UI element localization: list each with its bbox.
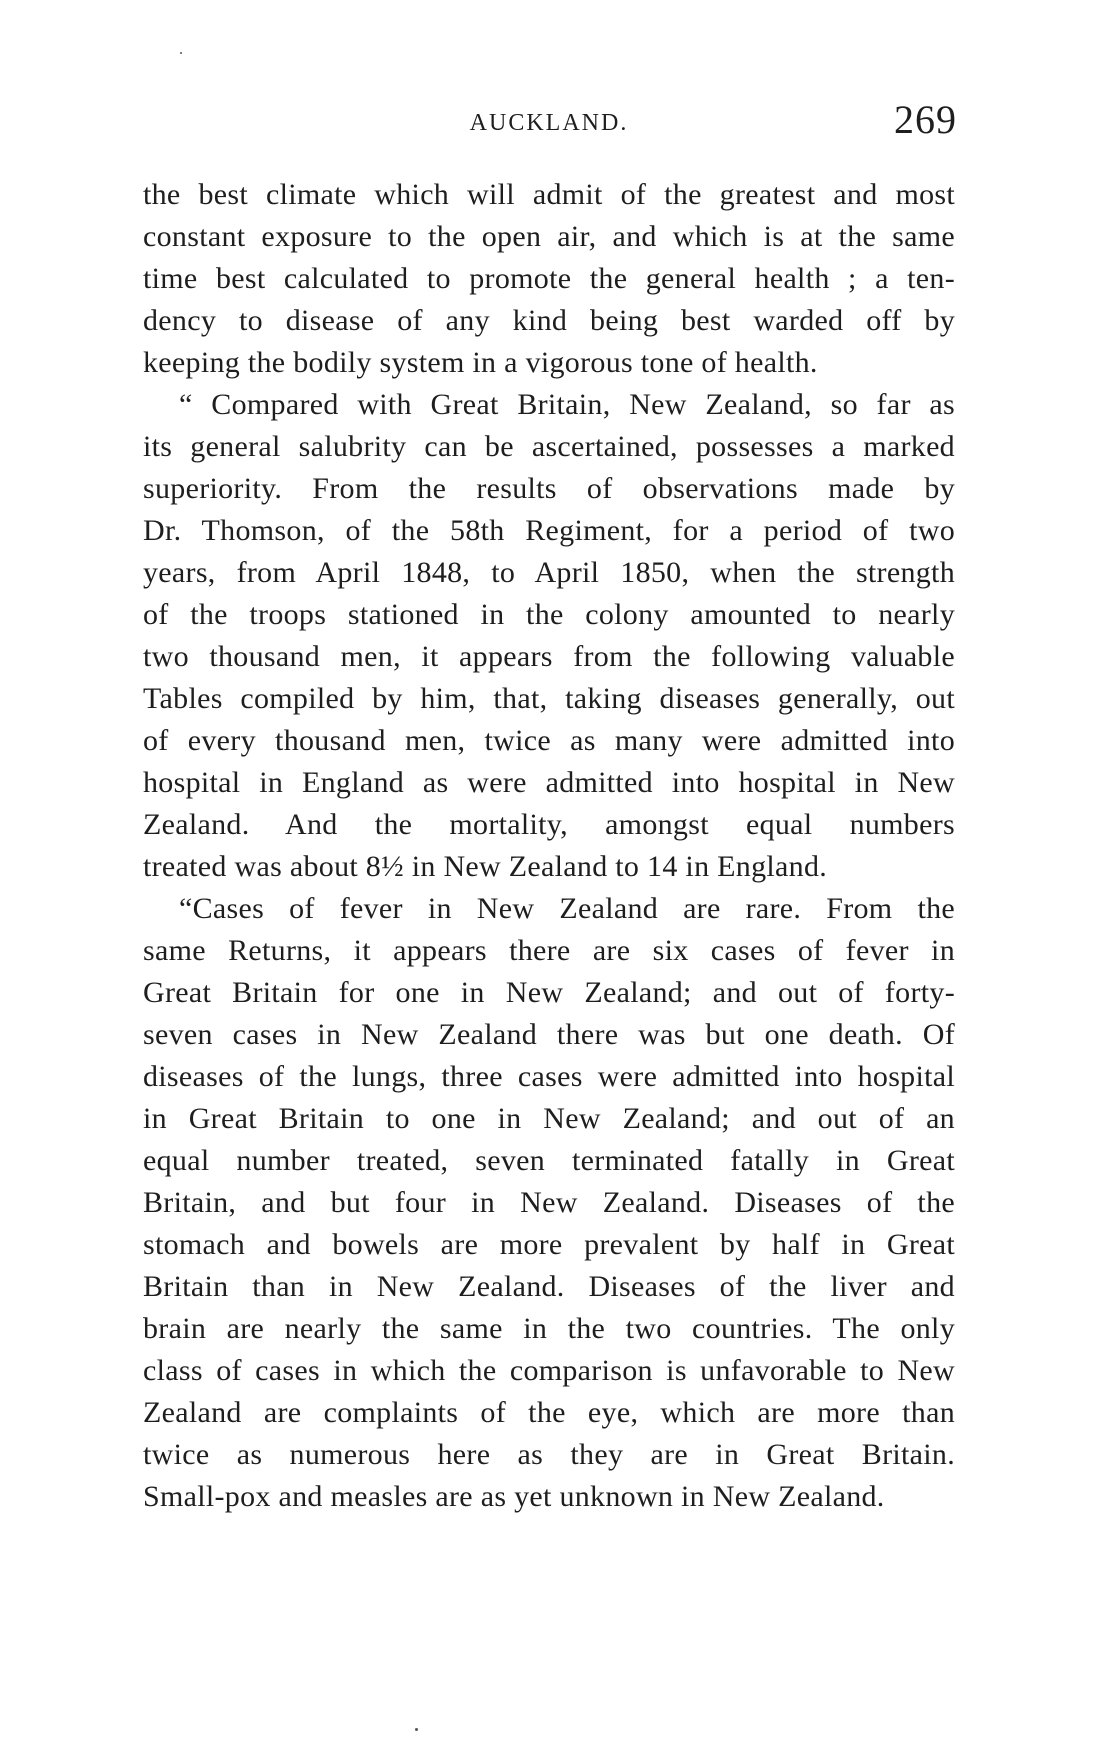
body-text [143,174,955,1518]
text-line: keeping the bodily system in a vigorous tone of health. [143,346,818,379]
text-line: Britain, and but four in New Zealand. Diseases of the [143,1186,955,1219]
paragraph-1 [143,174,955,384]
text-line: Dr. Thomson, of the 58th Regiment, for a period of two [143,514,955,547]
text-line: time best calculated to promote the general health ; a ten- [143,262,955,295]
page-number: 269 [894,97,957,142]
text-line: seven cases in New Zealand there was but one death. Of [143,1018,955,1051]
text-line: Britain than in New Zealand. Diseases of the liver and [143,1270,955,1303]
text-line: brain are nearly the same in the two countries. The only [143,1312,955,1345]
text-line: Tables compiled by him, that, taking diseases generally, out [143,682,955,715]
paragraph-2 [143,384,955,888]
text-line: hospital in England as were admitted into hospital in New [143,766,955,799]
print-speck [180,52,182,54]
text-line: stomach and bowels are more prevalent by half in Great [143,1228,955,1261]
text-line: “Cases of fever in New Zealand are rare. From the [179,892,955,925]
text-line: “ Compared with Great Britain, New Zealand, so far as [179,388,955,421]
text-line: in Great Britain to one in New Zealand; and out of an [143,1102,955,1135]
running-title: AUCKLAND. [469,110,629,136]
text-line: equal number treated, seven terminated fatally in Great [143,1144,955,1177]
text-line: Zealand. And the mortality, amongst equal numbers [143,808,955,841]
text-line: dency to disease of any kind being best warded off by [143,304,955,337]
text-line: same Returns, it appears there are six cases of fever in [143,934,955,967]
text-line: its general salubrity can be ascertained, possesses a marked [143,430,955,463]
text-line: constant exposure to the open air, and which is at the same [143,220,955,253]
paragraph-3 [143,888,955,1518]
text-line: of every thousand men, twice as many were admitted into [143,724,955,757]
text-line: two thousand men, it appears from the following valuable [143,640,955,673]
text-line: diseases of the lungs, three cases were admitted into hospital [143,1060,955,1093]
text-line: class of cases in which the comparison is unfavorable to New [143,1354,955,1387]
text-line: Zealand are complaints of the eye, which are more than [143,1396,955,1429]
running-head [143,96,955,146]
text-line: the best climate which will admit of the greatest and most [143,178,955,211]
text-line: Small-pox and measles are as yet unknown in New Zealand. [143,1480,885,1513]
text-line: Great Britain for one in New Zealand; and out of forty- [143,976,955,1009]
text-line: of the troops stationed in the colony amounted to nearly [143,598,955,631]
text-line: superiority. From the results of observations made by [143,472,955,505]
print-speck [415,1728,418,1731]
text-line: years, from April 1848, to April 1850, when the strength [143,556,955,589]
text-line: treated was about 8½ in New Zealand to 14 in England. [143,850,828,883]
text-line: twice as numerous here as they are in Great Britain. [143,1438,955,1471]
